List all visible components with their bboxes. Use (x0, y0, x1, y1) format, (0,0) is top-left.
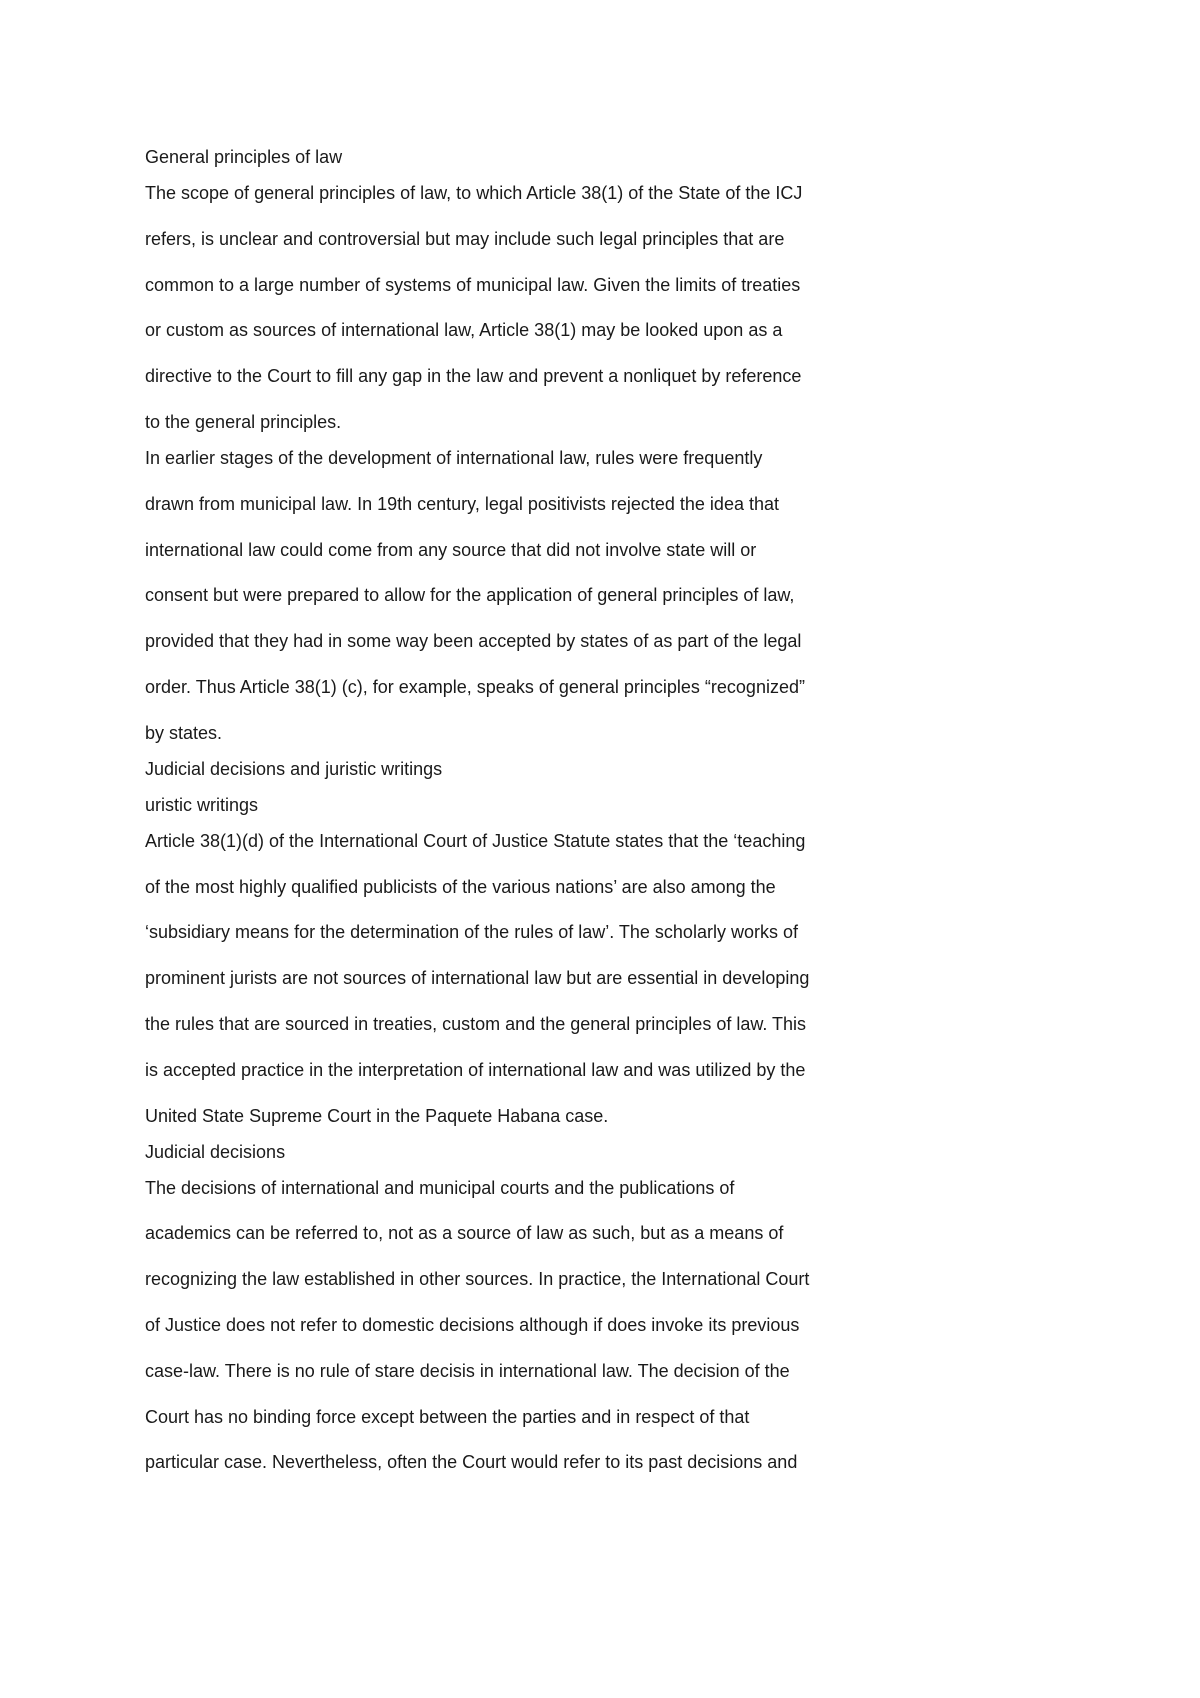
paragraph-line: United State Supreme Court in the Paquete Habana case. (145, 1105, 609, 1126)
paragraph-line: of the most highly qualified publicists of the various nations’ are also among the (145, 876, 776, 897)
paragraph-line: international law could come from any source that did not involve state will or (145, 539, 757, 560)
paragraph-line: ‘subsidiary means for the determination of the rules of law’. The scholarly works of (145, 922, 798, 943)
paragraph-line: by states. (145, 722, 223, 743)
paragraph-line: case-law. There is no rule of stare decisis in international law. The decision of the (145, 1360, 790, 1381)
paragraph-line: consent but were prepared to allow for the application of general principles of law, (145, 585, 795, 606)
subheading-juristic-writings: uristic writings (145, 794, 259, 815)
paragraph-line: recognizing the law established in other sources. In practice, the International Court (145, 1269, 810, 1290)
paragraph-line: prominent jurists are not sources of international law but are essential in developing (145, 968, 810, 989)
paragraph-line: provided that they had in some way been accepted by states of as part of the legal (145, 631, 802, 652)
heading-judicial-decisions-juristic-writings: Judicial decisions and juristic writings (145, 758, 443, 779)
document-body (145, 145, 925, 1496)
paragraph-line: the rules that are sourced in treaties, custom and the general principles of law. This (145, 1013, 807, 1034)
paragraph-line: or custom as sources of international law, Article 38(1) may be looked upon as a (145, 320, 783, 341)
paragraph-line: common to a large number of systems of municipal law. Given the limits of treaties (145, 274, 801, 295)
paragraph-line: is accepted practice in the interpretation of international law and was utilized by the (145, 1059, 806, 1080)
paragraph-line: particular case. Nevertheless, often the Court would refer to its past decisions and (145, 1452, 798, 1473)
paragraph-line: The decisions of international and municipal courts and the publications of (145, 1177, 735, 1198)
paragraph-line: The scope of general principles of law, to which Article 38(1) of the State of the ICJ (145, 183, 803, 203)
paragraph-line: Article 38(1)(d) of the International Court of Justice Statute states that the ‘teaching (145, 830, 806, 851)
paragraph-line: academics can be referred to, not as a source of law as such, but as a means of (145, 1223, 784, 1244)
heading-general-principles: General principles of law (145, 147, 343, 167)
paragraph-line: to the general principles. (145, 411, 342, 432)
paragraph-line: drawn from municipal law. In 19th century, legal positivists rejected the idea that (145, 493, 779, 514)
paragraph-line: directive to the Court to fill any gap in the law and prevent a nonliquet by reference (145, 366, 802, 387)
paragraph-line: In earlier stages of the development of international law, rules were frequently (145, 447, 763, 468)
subheading-judicial-decisions: Judicial decisions (145, 1141, 286, 1162)
paragraph-line: order. Thus Article 38(1) (c), for example, speaks of general principles “recognized” (145, 676, 805, 697)
paragraph-line: Court has no binding force except between the parties and in respect of that (145, 1406, 750, 1427)
paragraph-line: refers, is unclear and controversial but may include such legal principles that are (145, 228, 785, 249)
paragraph-line: of Justice does not refer to domestic decisions although if does invoke its previous (145, 1314, 800, 1335)
